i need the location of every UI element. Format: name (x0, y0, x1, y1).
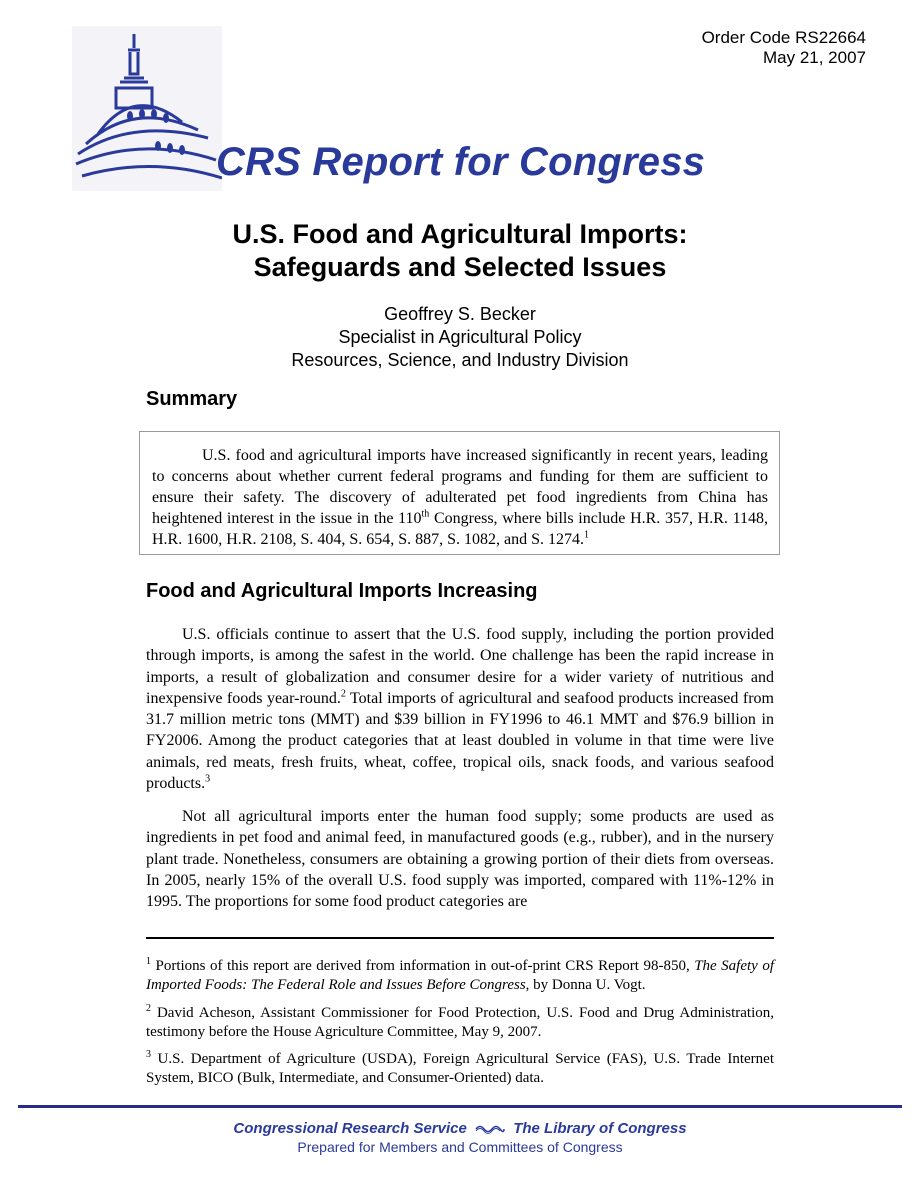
footnote-1-end: , by Donna U. Vogt. (525, 977, 646, 993)
paragraph-1-text-a: U.S. officials continue to assert that the U.S. food supply, including the portion provided through imports, is among the safest in the world. One challenge has been the rapid increase in imports, a result of globalization and consumer desire for a wider variety of nutritious and inexpensive foods year-round. (146, 626, 774, 707)
footnote-3-number: 3 (146, 1049, 151, 1060)
footnote-3 (146, 1050, 774, 1088)
footnote-divider (146, 937, 774, 939)
paragraph-1-text-b: Total imports of agricultural and seafood products increased from 31.7 million metric tons (MMT) and $39 billion in FY1996 to 46.1 MMT and $76.9 billion in FY2006. Among the product categories that at least doubled in volume in that time were live animals, red meats, fresh fruits, wheat, coffee, tropical oils, snack foods, and various seafood products. (146, 689, 775, 793)
paragraph-2: Not all agricultural imports enter the human food supply; some products are used as ingredients in pet food and animal feed, in manufactured goods (e.g., rubber), and in the nursery plant trade. Nonetheless, consumers are obtaining a growing portion of their diets from overseas. In 2005, nearly 15% of the overall U.S. food supply was imported, compared with 11%-12% in 1995. The proportions for some food product categories are (146, 808, 774, 911)
footer-rule (18, 1105, 902, 1108)
footer-organizations (0, 1120, 920, 1137)
footer-loc: The Library of Congress (513, 1120, 687, 1137)
footnote-3-text: U.S. Department of Agriculture (USDA), Foreign Agricultural Service (FAS), U.S. Trade Internet System, BICO (Bulk, Intermediate, and Consumer-Oriented) data. (146, 1051, 774, 1086)
summary-ordinal: th (421, 508, 430, 520)
ornament-icon (475, 1124, 505, 1134)
report-title (0, 218, 920, 284)
footnote-2-number: 2 (146, 1003, 151, 1014)
author-name: Geoffrey S. Becker (384, 304, 536, 324)
footnote-1-number: 1 (146, 956, 151, 967)
summary-heading: Summary (146, 388, 238, 410)
summary-text-1: U.S. food and agricultural imports have increased significantly in recent years, leading to concerns about whether current federal programs and funding for them are sufficient to ensure their safety. The discovery of adulterated pet food ingredients from China has heightened interest in the issue in the 110 (152, 447, 768, 527)
author-position: Specialist in Agricultural Policy (338, 327, 582, 347)
footnote-1-text: Portions of this report are derived from information in out-of-print CRS Report 98-850, (151, 958, 695, 974)
footnote-ref-2: 2 (340, 688, 346, 700)
footnote-2-text: David Acheson, Assistant Commissioner for Food Protection, U.S. Food and Drug Administration, testimony before the House Agriculture Committee, May 9, 2007. (146, 1005, 774, 1040)
title-line-1: U.S. Food and Agricultural Imports: (232, 219, 688, 249)
footer-crs: Congressional Research Service (233, 1120, 467, 1137)
capitol-dome-icon (72, 26, 222, 191)
footnote-ref-3: 3 (205, 773, 211, 785)
title-line-2: Safeguards and Selected Issues (253, 252, 667, 282)
summary-box (139, 431, 780, 555)
footnote-1 (146, 957, 774, 995)
footnote-ref-1: 1 (584, 529, 590, 541)
footer-prepared: Prepared for Members and Committees of Congress (297, 1139, 623, 1155)
author-block (0, 303, 920, 372)
summary-text-2: Congress, where bills include H.R. 357, H.R. 1148, H.R. 1600, H.R. 2108, S. 404, S. 654, S. 887, S. 1082, and S. 1274. (152, 510, 769, 548)
author-division: Resources, Science, and Industry Division (291, 350, 629, 370)
paragraph-1 (146, 624, 774, 794)
order-code: Order Code RS22664 (701, 28, 866, 47)
section-heading: Food and Agricultural Imports Increasing (146, 580, 538, 602)
order-code-block (702, 28, 866, 68)
logo-wordmark: CRS Report for Congress (216, 140, 706, 184)
footnote-1-title: The Safety of Imported Foods: The Federal Role and Issues Before Congress (146, 958, 774, 993)
report-date: May 21, 2007 (762, 48, 866, 67)
footnote-2 (146, 1004, 774, 1042)
crs-logo (72, 26, 706, 191)
